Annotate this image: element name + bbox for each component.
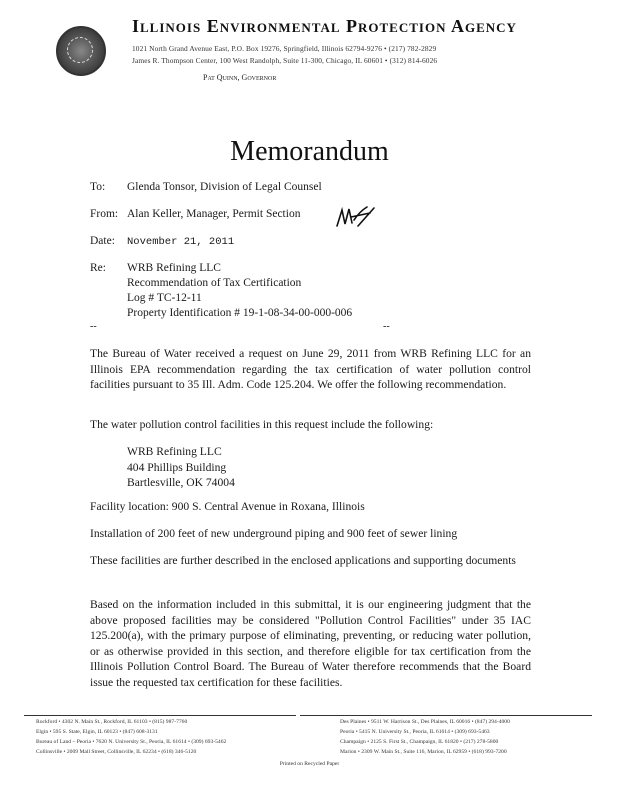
governor-line: Pat Quinn, Governor xyxy=(203,73,277,82)
signature-initials xyxy=(334,204,376,230)
from-value: Alan Keller, Manager, Permit Section xyxy=(127,208,301,220)
re-line: WRB Refining LLC xyxy=(127,262,221,274)
from-label: From: xyxy=(90,208,119,220)
footer-office-left: Bureau of Land – Peoria • 7620 N. University St., Peoria, IL 61614 • (309) 693-5462 xyxy=(36,739,227,745)
body-paragraph-described: These facilities are further described in the enclosed applications and supporting documents xyxy=(90,554,516,567)
company-address-line: WRB Refining LLC xyxy=(127,445,222,458)
footer-office-left: Elgin • 595 S. State, Elgin, IL 60123 • (847) 608-3131 xyxy=(36,729,158,735)
to-label: To: xyxy=(90,181,106,193)
installation-description: Installation of 200 feet of new underground piping and 900 feet of sewer lining xyxy=(90,527,458,540)
footer-divider-left xyxy=(24,715,296,716)
to-value: Glenda Tonsor, Division of Legal Counsel xyxy=(127,181,322,193)
company-address xyxy=(127,444,235,491)
date-label: Date: xyxy=(90,235,115,247)
body-paragraph-facilities: The water pollution control facilities in this request include the following: xyxy=(90,418,434,431)
re-line: Recommendation of Tax Certification xyxy=(127,277,302,289)
company-address-line: Bartlesville, OK 74004 xyxy=(127,476,235,489)
footer-divider-right xyxy=(300,715,592,716)
re-label: Re: xyxy=(90,262,106,274)
letterhead-address-springfield: 1021 North Grand Avenue East, P.O. Box 19276, Springfield, Illinois 62794-9276 • (217) 782-2829 xyxy=(132,44,437,53)
page-title: Memorandum xyxy=(230,136,389,167)
footer-office-right: Peoria • 5415 N. University St., Peoria, IL 61614 • (309) 693-5463 xyxy=(340,729,490,735)
agency-name: Illinois Environmental Protection Agency xyxy=(132,16,517,36)
company-address-line: 404 Phillips Building xyxy=(127,460,227,474)
footer-office-left: Collinsville • 2009 Mall Street, Collinsville, IL 62234 • (618) 346-5120 xyxy=(36,749,197,755)
footer-office-left: Rockford • 4302 N. Main St., Rockford, IL 61103 • (815) 987-7760 xyxy=(36,719,188,725)
body-paragraph-judgment: Based on the information included in this submittal, it is our engineering judgment that the above proposed facilities may be considered "Pollution Control Facilities" under 35 IAC 125.200(a), with the primary purpose of eliminating, preventing, or reducing water pollution, or as otherwise provided in this section, and therefore eligible for tax certification from the Illinois Pollution Control Board. The Bureau of Water therefore recommends that the Board issue the requested tax certification for these facilities. xyxy=(90,598,531,689)
re-line: Log # TC-12-11 xyxy=(127,292,202,304)
facility-location: Facility location: 900 S. Central Avenue in Roxana, Illinois xyxy=(90,500,365,513)
recycled-paper-note: Printed on Recycled Paper xyxy=(279,761,340,767)
state-seal-logo xyxy=(56,26,106,76)
re-line: Property Identification # 19-1-08-34-00-000-006 xyxy=(127,307,353,319)
footer-office-right: Marion • 2309 W. Main St., Suite 116, Marion, IL 62959 • (618) 993-7200 xyxy=(340,749,507,755)
letterhead-address-chicago: James R. Thompson Center, 100 West Randolph, Suite 11-300, Chicago, IL 60601 • (312) 814-6026 xyxy=(132,56,438,65)
body-paragraph-request: The Bureau of Water received a request on June 29, 2011 from WRB Refining LLC for an Illinois EPA recommendation regarding the tax certification of water pollution control facilities pursuant to 35 Ill. Adm. Code 125.204. We offer the following recommendation. xyxy=(90,347,531,391)
date-value: November 21, 2011 xyxy=(127,236,235,248)
separator-dashes: -- xyxy=(90,321,97,332)
separator-dashes: -- xyxy=(383,321,390,332)
footer-office-right: Champaign • 2125 S. First St., Champaign, IL 61820 • (217) 278-5800 xyxy=(340,739,499,745)
footer-office-right: Des Plaines • 9511 W. Harrison St., Des Plaines, IL 60016 • (847) 294-4000 xyxy=(340,719,510,725)
